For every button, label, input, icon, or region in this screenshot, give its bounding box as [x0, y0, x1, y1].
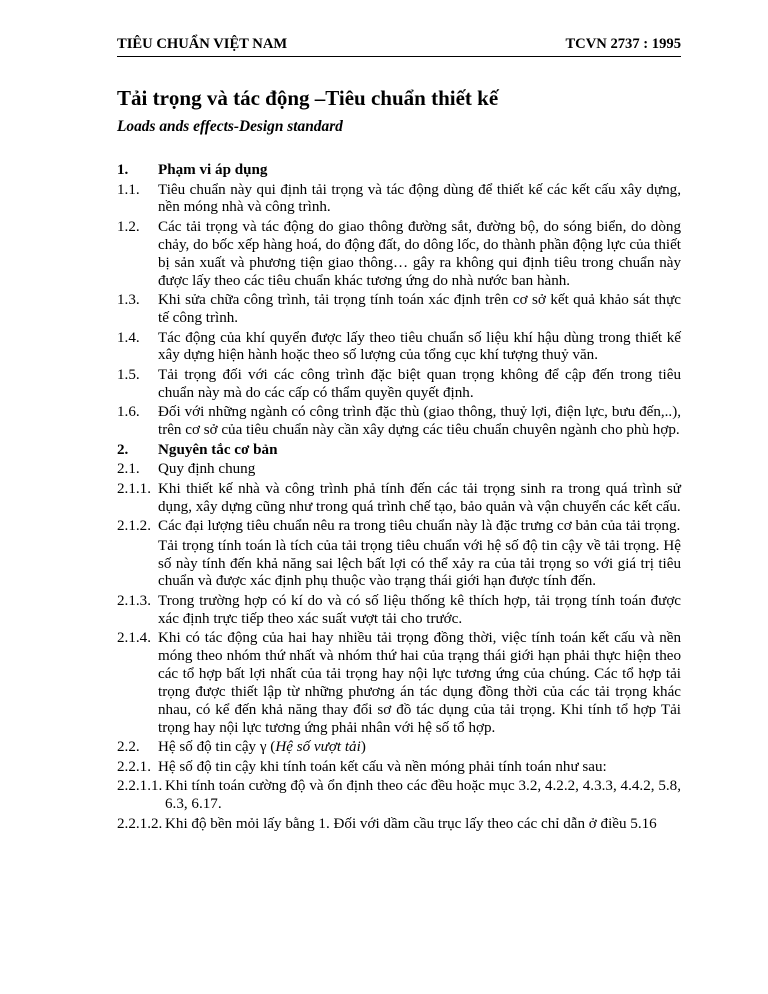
- clause-text-main: Hệ số độ tin cậy γ (: [158, 739, 276, 756]
- clause-text: Đối với những ngành có công trình đặc thù (giao thông, thuỷ lợi, điện lực, bưu đến,..), trên cơ sở của tiêu chuẩn này cần xây dựng các tiêu chuẩn chuyên ngành cho phù hợp.: [158, 404, 681, 439]
- clause-text: Khi tính toán cường độ và ổn định theo các đều hoặc mục 3.2, 4.2.2, 4.3.3, 4.4.2, 5.8, 6.3, 6.17.: [165, 778, 681, 813]
- clause-continuation: Tải trọng tính toán là tích của tải trọng tiêu chuẩn với hệ số độ tin cậy về tải trọng. Hệ số này tính đến khả năng sai lệch bất lợi có thể xảy ra của tải trọng so với giá trị tiêu chuẩn và được xác định phụ thuộc vào trạng thái giới hạn được tính đến.: [158, 537, 681, 590]
- clause-number: 2.2.1.1.: [117, 778, 163, 795]
- clause: [117, 593, 681, 629]
- page-header: [117, 34, 681, 57]
- clause: [117, 518, 681, 536]
- clause-number: 2.2.1.2.: [117, 815, 163, 832]
- clause-number: 1.3.: [117, 292, 140, 309]
- clause-number: 2.1.1.: [117, 480, 151, 497]
- clause-text-italic: Hệ số vượt tải: [275, 739, 361, 756]
- document-title: Tải trọng và tác động –Tiêu chuẩn thiết kế: [117, 86, 499, 110]
- section-title: Nguyên tắc cơ bản: [158, 441, 278, 458]
- clause: [117, 739, 681, 757]
- clause-number: 2.1.2.: [117, 518, 151, 535]
- clause: [117, 461, 681, 479]
- clause-number: 2.1.: [117, 461, 140, 478]
- clause-text: Khi có tác động của hai hay nhiều tải trọng đồng thời, việc tính toán kết cấu và nền móng theo nhóm thứ nhất và nhóm thứ hai của trạng thái giới hạn phải thực hiện theo các tổ hợp bất lợi nhất của tải trọng hay nội lực tương ứng của chúng. Các tổ hợp tải trọng được thiết lập từ những phương án tác dụng đồng thời của các tải trọng khác nhau, có kể đến khả năng thay đổi sơ đồ tác dụng của tải trọng. Khi tính tổ hợp Tải trọng hay nội lực tương ứng phải nhân với hệ số tổ hợp.: [158, 630, 681, 736]
- clause-text: Hệ số độ tin cậy khi tính toán kết cấu và nền móng phải tính toán như sau:: [158, 758, 607, 775]
- clause-text: Khi thiết kế nhà và công trình phả tính đến các tải trọng sinh ra trong quá trình sử dụng, xây dựng cũng như trong quá trình chế tạo, bảo quản và vận chuyển các kết cấu.: [158, 480, 681, 515]
- section-number: 2.: [117, 441, 129, 458]
- clause-text-close: ): [360, 739, 366, 756]
- clause: [117, 816, 681, 834]
- clause-text: Các đại lượng tiêu chuẩn nêu ra trong tiêu chuẩn này là đặc trưng cơ bản của tải trọng.: [158, 518, 681, 535]
- header-standard-code: TCVN 2737 : 1995: [565, 36, 681, 52]
- section-title: Phạm vi áp dụng: [158, 162, 268, 178]
- clause-number: 1.2.: [117, 218, 140, 235]
- clause-text: Quy định chung: [158, 461, 256, 478]
- clause-text: Tải trọng đối với các công trình đặc biệt quan trọng không để cập đến trong tiêu chuẩn này mà do các cấp có thẩm quyền quyết định.: [158, 366, 681, 401]
- section-heading: [117, 442, 681, 460]
- document-body: [117, 162, 681, 835]
- clause: [117, 778, 681, 814]
- clause-text: Tác động của khí quyển được lấy theo tiêu chuẩn số liệu khí hậu dùng trong thiết kế xây dựng hiện hành hoặc theo số lượng của tổng cục khí tượng thuỷ văn.: [158, 329, 681, 364]
- clause: [117, 481, 681, 517]
- clause-text: Khi độ bền mỏi lấy bằng 1. Đối với dầm cầu trục lấy theo các chỉ dẫn ở điều 5.16: [165, 815, 657, 832]
- clause-number: 2.2.1.: [117, 758, 151, 775]
- clause: [117, 219, 681, 291]
- clause-number: 1.5.: [117, 366, 140, 383]
- clause-text: Trong trường hợp có kí do và có số liệu thống kê thích hợp, tải trọng tính toán được xác định trực tiếp theo xác suất vượt tải cho trước.: [158, 592, 681, 627]
- header-standard-name: TIÊU CHUẨN VIỆT NAM: [117, 36, 288, 52]
- clause-number: 1.1.: [117, 181, 140, 198]
- section-heading: [117, 162, 681, 180]
- clause: [117, 759, 681, 777]
- clause-text: Tiêu chuẩn này qui định tải trọng và tác động dùng để thiết kế các kết cấu xây dựng, nền móng nhà và công trình.: [158, 181, 681, 216]
- clause: [117, 630, 681, 737]
- clause-number: 2.1.4.: [117, 630, 151, 647]
- clause-number: 1.6.: [117, 404, 140, 421]
- document-subtitle: Loads ands effects-Design standard: [117, 118, 343, 135]
- clause-number: 2.2.: [117, 739, 140, 756]
- clause: [117, 330, 681, 366]
- clause-number: 2.1.3.: [117, 592, 151, 609]
- clause-text: Các tải trọng và tác động do giao thông đường sắt, đường bộ, do sóng biển, do dòng chảy, do bốc xếp hàng hoá, do động đất, do dông lốc, do thành phần động lực của thiết bị sản xuất và phương tiện giao thông… gây ra không qui định tiêu trong chuẩn này được lấy theo các tiêu chuẩn khác tương ứng do nhà nước ban hành.: [158, 218, 681, 289]
- clause: [117, 182, 681, 218]
- clause: [117, 292, 681, 328]
- clause-text: Khi sửa chữa công trình, tải trọng tính toán xác định trên cơ sở kết quả khảo sát thực tế công trình.: [158, 292, 681, 327]
- clause-text: [158, 739, 681, 757]
- clause: [117, 404, 681, 440]
- section-number: 1.: [117, 162, 129, 178]
- clause-number: 1.4.: [117, 329, 140, 346]
- clause: [117, 367, 681, 403]
